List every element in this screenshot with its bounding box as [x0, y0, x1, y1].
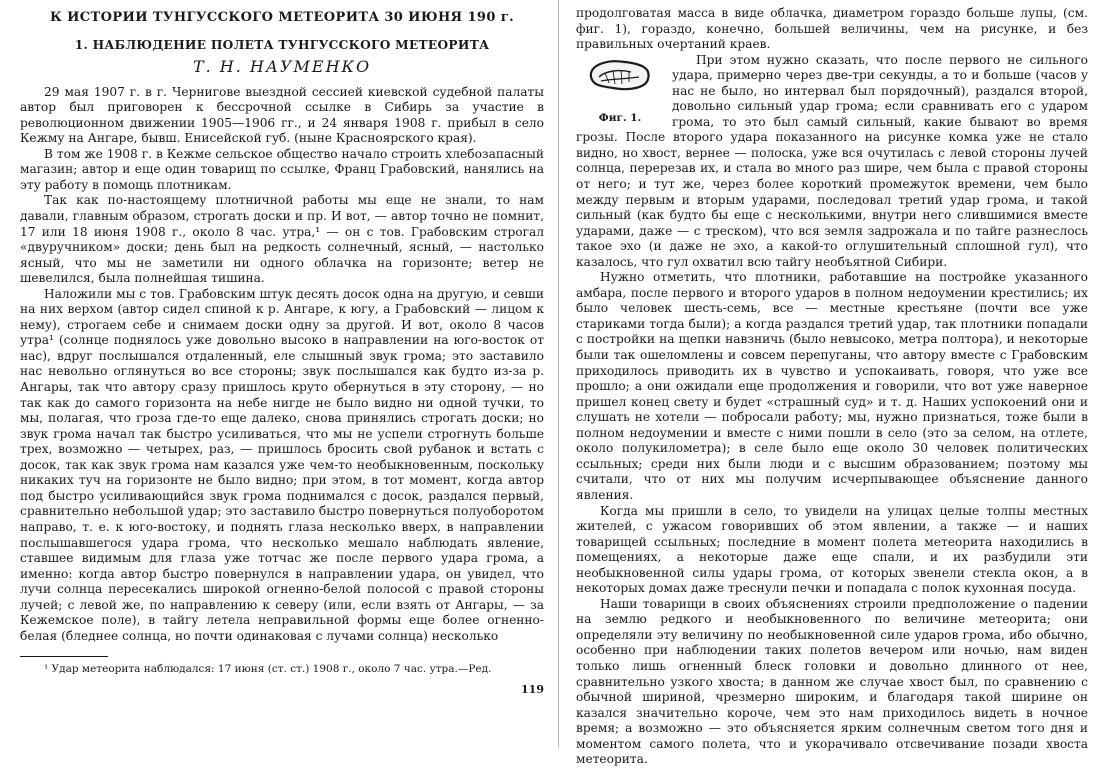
page-number: 119 [521, 683, 544, 697]
left-column [20, 6, 544, 698]
section-heading: 1. НАБЛЮДЕНИЕ ПОЛЕТА ТУНГУССКОГО МЕТЕОРИТА [74, 37, 490, 52]
figure-caption: Фиг. 1. [598, 111, 642, 124]
paragraph: Так как по-настоящему плотничной работы мы еще не знали, то нам давали, главным образом, строгать доски и пр. И вот, — автор точно не помнит, 17 или 18 июня 1908 г., около 8 час. утра,¹ — он с тов. Грабовским строгал «двуручником» доски; день был на редкость солнечный, ясный, — настолько ясный, что мы не заметили ни одного облачка на горизонте; ветер не шевелился, была полнейшая тишина. [20, 193, 544, 286]
figure-1 [576, 55, 664, 127]
right-column [576, 6, 1088, 768]
figure-paragraph-block [576, 53, 1088, 271]
column-divider [558, 0, 559, 748]
footnote: ¹ Удар метеорита наблюдался: 17 июня (ст. ст.) 1908 г., около 7 час. утра.—Ред. [44, 663, 492, 676]
meteor-sketch-icon [585, 55, 655, 95]
paragraph: В том же 1908 г. в Кежме сельское общество начало строить хлебозапасный магазин; автор и еще один товарищ по ссылке, Франц Грабовский, нанялись на эту работу в помощь плотникам. [20, 146, 544, 192]
footnote-rule [20, 656, 108, 657]
paragraph: продолговатая масса в виде облачка, диаметром гораздо больше лупы, (см. фиг. 1), гораздо, конечно, большей величины, чем на рисунке, и без правильных очертаний краев. [576, 6, 1088, 52]
article-heading: К ИСТОРИИ ТУНГУССКОГО МЕТЕОРИТА 30 ИЮНЯ 190 г. [49, 10, 515, 25]
paragraph: Наложили мы с тов. Грабовским штук десять досок одна на другую, и севши на них верхом (автор сидел спиной к р. Ангаре, к югу, а Грабовский — лицом к нему), строгаем себе и снимаем доски одну за другой. И вот, около 8 часов утра¹ (солнце поднялось уже довольно высоко в направлении на юго-восток от нас), вдруг послышался отдаленный, еле слышный звук грома; это заставило нас невольно оглянуться во все стороны; звук послышался как будто из-за р. Ангары, так что автору сразу пришлось круто обернуться в эту сторону, — но так как до самого горизонта на небе нигде не было видно ни одной тучки, то мы, полагая, что гроза где-то еще далеко, снова принялись строгать доски; но звук грома начал так быстро усиливаться, что мы не успели строгнуть больше трех, возможно — четырех, раз, — пришлось бросить свой рубанок и встать с досок, так как звук грома нам казался уже чем-то необыкновенным, поскольку никаких туч на горизонте не было видно; при этом, в тот момент, когда автор под быстро усиливающийся звук грома поднимался с досок, раздался первый, сравнительно небольшой удар; это заставило быстро повернуться полуоборотом направо, т. е. к юго-востоку, и поднять глаза несколько вверх, в направлении послышавшегося удара грома, что несколько мешало наблюдать явление, ставшее видимым для глаза уже тотчас же после первого удара грома, а именно: когда автор быстро повернулся в направлении удара, он увидел, что лучи солнца пересекались широкой огненно-белой полосой с правой стороны лучей; с левой же, по направлению к северу (или, если взять от Ангары, — за Кежемское поле), в тайгу летела неправильной формы еще более огненно-белая (бледнее солнца, но почти одинаковая с лучами солнца) несколько [20, 286, 545, 643]
paragraph: Нужно отметить, что плотники, работавшие на постройке указанного амбара, после первого и второго ударов в полном недоумении крестились; их было человек шесть-семь, все — местные крестьяне (почти все уже стариками тогда были); а когда раздался третий удар, так плотники попадали с постройки на щепки навзничь (было невысоко, метра полтора), и некоторые были так ошеломлены и совсем перепуганы, что автору вместе с Грабовским приходилось приводить их в чувство и успокаивать, говоря, что уже все прошло; а они ожидали еще продолжения и говорили, что вот уже наверное пришел конец свету и будет «страшный суд» и т. д. Наших успокоений они и слушать не хотели — побросали работу; мы, нужно признаться, тоже были в полном недоумении и вместе с ними пошли в село (это за селом, на отлете, около полукилометра); в селе было еще около 30 человек политических ссыльных; среди них были люди и с высшим образованием; поэтому мы считали, что от них мы получим исчерпывающее объяснение данного явления. [576, 270, 1088, 502]
author-name: Т. Н. НАУМЕНКО [192, 57, 372, 77]
paragraph: Наши товарищи в своих объяснениях строили предположение о падении на землю редкого и необыкновенного по величине метеорита; они определяли эту величину по необыкновенной силе ударов грома, ибо обычно, особенно при наблюдении таких полетов вечером или ночью, нам виден только лишь огненный блеск головки и довольно длинного от нее, сравнительно узкого хвоста; в данном же случае хвост был, по сравнению с обычной шириной, чрезмерно широким, и благодаря такой ширине он казался значительно короче, чем это нам приходилось видеть в ночное время; а возможно — это объясняется ярким солнечным светом того дня и моментом самого полета, что и укорачивало отсвечивание позади хвоста метеорита. [576, 596, 1088, 767]
paragraph: При этом нужно сказать, что после первого не сильного удара, примерно через две-три секунды, а то и больше (часов у нас не было, но интервал был порядочный), раздался второй, довольно сильный удар грома; если сравнивать его с ударом грома, то это был самый сильный, какие бывают во время грозы. После второго удара показанного на рисунке комка уже не стало видно, но хвост, вернее — полоска, уже вся очутилась с левой стороны лучей солнца, перерезав их, и стала во много раз шире, чем была с правой стороны от него; и тут же, через более короткий промежуток времени, чем было между первым и вторым ударами, последовал третий удар грома, и такой сильный (как будто бы еще с несколькими, внутри него слившимися вместе ударами, даже — с треском), что вся земля задрожала и по тайге разнеслось такое эхо (и даже не эхо, а какой-то оглушительный сплошной гул), что казалось, что гул охватил всю тайгу необъятной Сибири. [576, 52, 1088, 269]
paragraph: Когда мы пришли в село, то увидели на улицах целые толпы местных жителей, с ужасом говоривших об этом явлении, а также — и наших товарищей ссыльных; последние в момент полета метеорита находились в помещениях, а некоторые даже еще спали, и их разбудили эти необыкновенной силы удары грома, от которых звенели стекла окон, а в некоторых домах даже треснули печки и попадала с полок кухонная посуда. [576, 503, 1088, 596]
paragraph: 29 мая 1907 г. в г. Чернигове выездной сессией киевской судебной палаты автор был приговорен к бессрочной ссылке в Сибирь за участие в революционном движении 1905—1906 гг., и 24 января 1908 г. прибыл в село Кежму на Ангаре, бывш. Енисейской губ. (ныне Красноярского края). [20, 84, 544, 146]
